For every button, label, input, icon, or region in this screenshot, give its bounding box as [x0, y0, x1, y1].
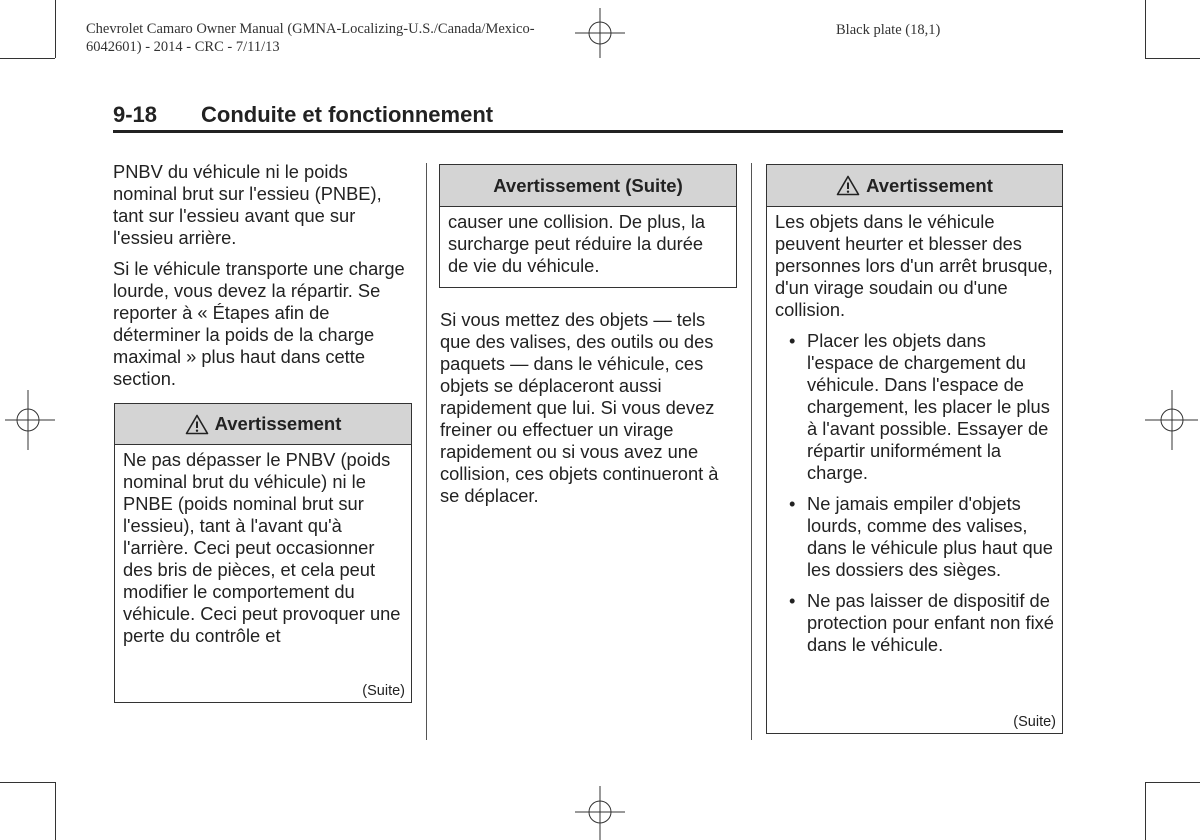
page-number: 9-18	[113, 102, 158, 127]
warning-body	[440, 207, 736, 277]
warning-title-bar	[440, 165, 736, 207]
column-divider	[426, 163, 427, 740]
list-item: • Placer les objets dans l'espace de chargement du véhicule. Dans l'espace de chargement, les placer le plus à l'avant possible. Essayer de répartir uniformément la charge.	[807, 330, 1054, 484]
crop-mark	[55, 0, 56, 58]
warning-text: causer une collision. De plus, la surcharge peut réduire la durée de vie du véhicule.	[448, 211, 706, 276]
column-1	[113, 161, 413, 399]
crop-mark	[55, 782, 56, 840]
paragraph: PNBV du véhicule ni le poids nominal brut sur l'essieu (PNBE), tant sur l'essieu avant que sur l'essieu arrière.	[113, 161, 382, 248]
warning-title: Avertissement (Suite)	[493, 174, 683, 196]
paragraph: Si vous mettez des objets — tels que des valises, des outils ou des paquets — dans le véhicule, ces objets se déplaceront aussi rapidement que lui. Si vous devez freiner ou effectuer un virage rapidement ou si vous avez une collision, ces objets continueront à se déplacer.	[440, 309, 719, 506]
warning-intro: Les objets dans le véhicule peuvent heurter et blesser des personnes lors d'un arrêt brusque, d'un virage soudain ou d'une collision.	[775, 211, 1053, 320]
crop-mark	[1145, 782, 1200, 783]
section-title: Conduite et fonctionnement	[201, 102, 494, 127]
warning-box-continued	[439, 164, 737, 288]
warning-body	[767, 207, 1062, 656]
crop-mark	[0, 782, 55, 783]
registration-mark-right	[1140, 390, 1200, 450]
plate-label: Black plate (18,1)	[836, 22, 941, 38]
bullet-list	[775, 330, 1054, 656]
section-header	[113, 100, 1063, 133]
warning-title: Avertissement	[214, 413, 342, 434]
column-2	[440, 309, 740, 516]
warning-triangle-icon	[185, 414, 209, 435]
document-info	[86, 20, 606, 56]
crop-mark	[1145, 0, 1146, 58]
registration-mark-bottom	[570, 786, 630, 840]
crop-mark	[0, 58, 55, 59]
continued-label: (Suite)	[362, 683, 405, 699]
warning-box	[766, 164, 1063, 734]
warning-title: Avertissement	[866, 174, 993, 196]
warning-title-bar	[767, 165, 1062, 207]
crop-mark	[1145, 58, 1200, 59]
warning-box	[114, 403, 412, 703]
registration-mark-left	[0, 390, 60, 450]
list-item: • Ne jamais empiler d'objets lourds, comme des valises, dans le véhicule plus haut que les dossiers des sièges.	[807, 493, 1054, 581]
warning-text: Ne pas dépasser le PNBV (poids nominal brut du véhicule) ni le PNBE (poids nominal brut sur l'essieu), tant à l'avant qu'à l'arrière. Ceci peut occasionner des bris de pièces, et cela peut modifier le comportement du véhicule. Ceci peut provoquer une perte du contrôle et	[123, 449, 401, 646]
list-item: • Ne pas laisser de dispositif de protection pour enfant non fixé dans le véhicule.	[807, 590, 1054, 656]
crop-mark	[1145, 782, 1146, 840]
paragraph: Si le véhicule transporte une charge lourde, vous devez la répartir. Se reporter à « Étapes afin de déterminer la poids de la charge maximal » plus haut dans cette section.	[113, 258, 405, 389]
warning-title-bar	[115, 404, 411, 445]
warning-triangle-icon	[836, 175, 860, 196]
document-info-line2: 6042601) - 2014 - CRC - 7/11/13	[86, 39, 280, 55]
continued-label: (Suite)	[1013, 714, 1056, 730]
warning-body	[115, 445, 411, 647]
column-divider	[751, 163, 752, 740]
document-info-line1: Chevrolet Camaro Owner Manual (GMNA-Localizing-U.S./Canada/Mexico-	[86, 21, 535, 37]
